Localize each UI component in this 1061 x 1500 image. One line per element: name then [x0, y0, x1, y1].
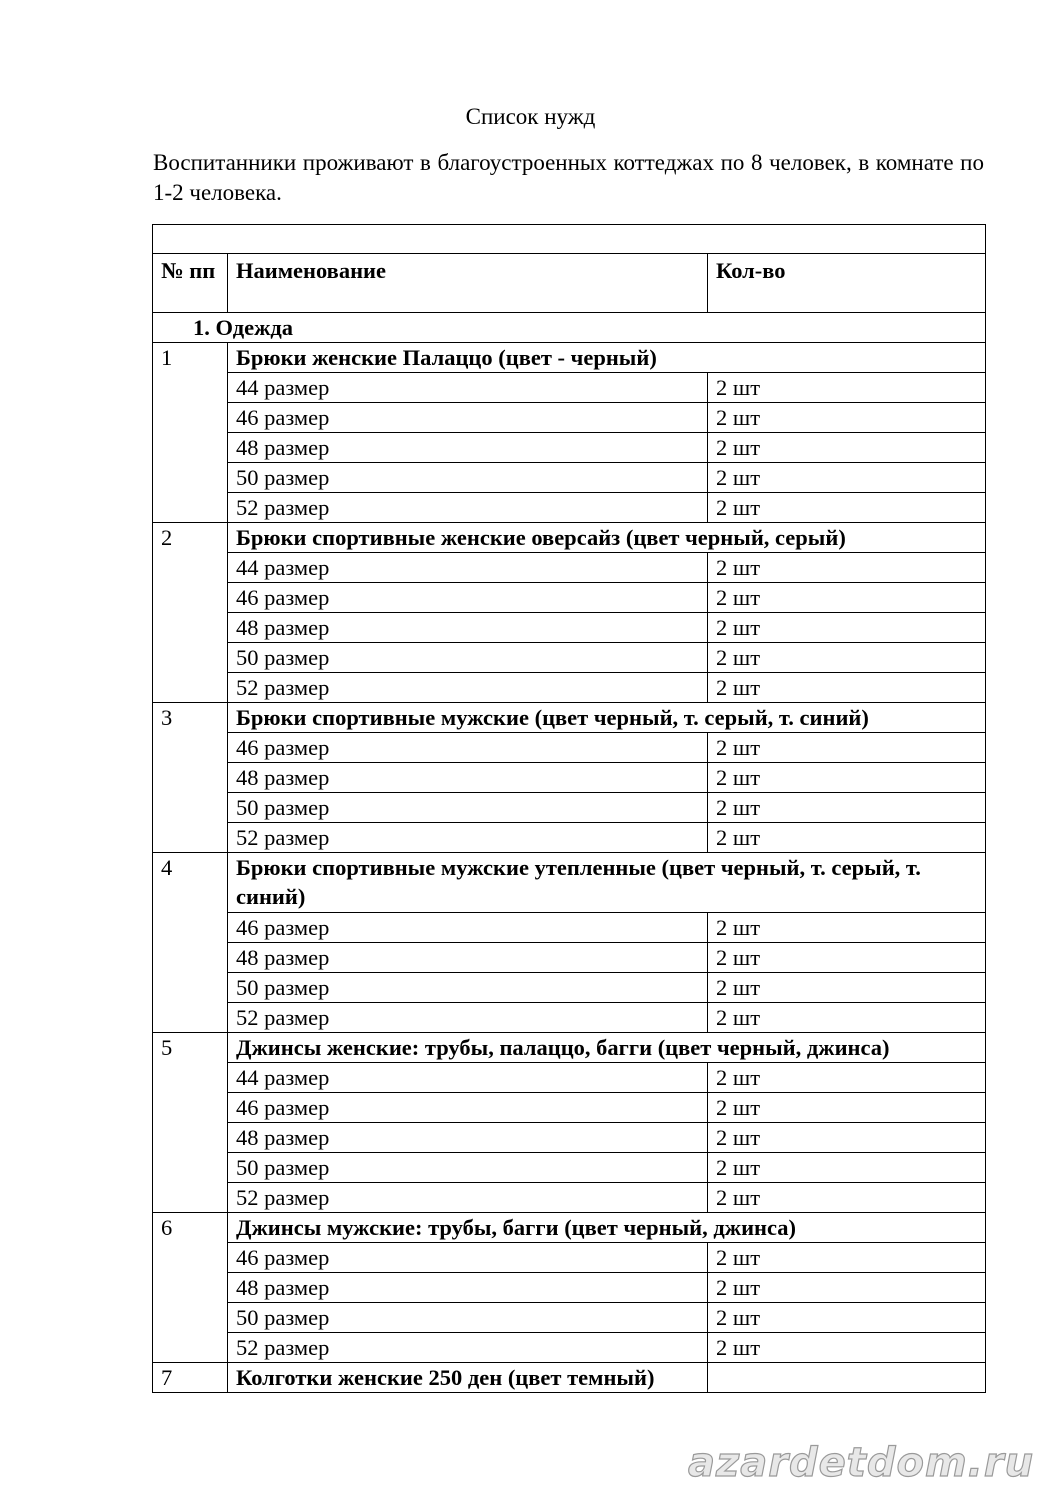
size-qty: 2 шт: [708, 1333, 986, 1363]
size-row: [153, 1243, 986, 1273]
size-row: [153, 1333, 986, 1363]
size-label: 52 размер: [228, 1003, 708, 1033]
size-label: 52 размер: [228, 1333, 708, 1363]
item-qty: [708, 1363, 986, 1393]
size-label: 50 размер: [228, 1153, 708, 1183]
size-row: [153, 373, 986, 403]
size-row: [153, 943, 986, 973]
header-name: Наименование: [228, 254, 708, 313]
size-row: [153, 433, 986, 463]
size-qty: 2 шт: [708, 1303, 986, 1333]
table-header-row: [153, 254, 986, 313]
size-qty: 2 шт: [708, 793, 986, 823]
item-row: [153, 1033, 986, 1063]
size-row: [153, 823, 986, 853]
size-label: 48 размер: [228, 1123, 708, 1153]
size-qty: 2 шт: [708, 763, 986, 793]
size-qty: 2 шт: [708, 1153, 986, 1183]
size-label: 46 размер: [228, 1093, 708, 1123]
item-row: [153, 1363, 986, 1393]
size-label: 46 размер: [228, 733, 708, 763]
item-name: Брюки спортивные мужские (цвет черный, т. серый, т. синий): [228, 703, 986, 733]
size-row: [153, 973, 986, 1003]
size-qty: 2 шт: [708, 1243, 986, 1273]
size-label: 48 размер: [228, 943, 708, 973]
size-qty: 2 шт: [708, 613, 986, 643]
empty-cell: [153, 225, 986, 254]
item-row: [153, 523, 986, 553]
header-qty: Кол-во: [708, 254, 986, 313]
size-label: 50 размер: [228, 643, 708, 673]
size-label: 44 размер: [228, 553, 708, 583]
size-label: 50 размер: [228, 973, 708, 1003]
size-row: [153, 1003, 986, 1033]
size-qty: 2 шт: [708, 643, 986, 673]
item-name: Джинсы мужские: трубы, багги (цвет черный, джинса): [228, 1213, 986, 1243]
size-row: [153, 613, 986, 643]
size-qty: 2 шт: [708, 433, 986, 463]
item-number: 4: [153, 853, 228, 1033]
size-label: 46 размер: [228, 403, 708, 433]
size-label: 52 размер: [228, 1183, 708, 1213]
size-label: 52 размер: [228, 493, 708, 523]
item-name: Брюки спортивные женские оверсайз (цвет черный, серый): [228, 523, 986, 553]
size-label: 44 размер: [228, 373, 708, 403]
size-row: [153, 553, 986, 583]
size-label: 50 размер: [228, 793, 708, 823]
size-row: [153, 1123, 986, 1153]
site-watermark: azardetdom.ru: [688, 1440, 1035, 1486]
size-row: [153, 1183, 986, 1213]
size-row: [153, 733, 986, 763]
size-row: [153, 1303, 986, 1333]
size-label: 52 размер: [228, 673, 708, 703]
size-qty: 2 шт: [708, 823, 986, 853]
size-label: 48 размер: [228, 763, 708, 793]
item-row: [153, 1213, 986, 1243]
document-title: Список нужд: [465, 104, 596, 129]
size-qty: 2 шт: [708, 493, 986, 523]
size-qty: 2 шт: [708, 583, 986, 613]
size-row: [153, 493, 986, 523]
needs-table: [152, 224, 986, 1393]
item-row: [153, 703, 986, 733]
item-number: 3: [153, 703, 228, 853]
size-qty: 2 шт: [708, 943, 986, 973]
intro-paragraph: Воспитанники проживают в благоустроенных коттеджах по 8 человек, в комнате по 1-2 человека.: [153, 150, 984, 205]
size-row: [153, 913, 986, 943]
size-label: 46 размер: [228, 913, 708, 943]
size-label: 52 размер: [228, 823, 708, 853]
item-number: 1: [153, 343, 228, 523]
size-row: [153, 1063, 986, 1093]
section-row: [153, 313, 986, 343]
size-row: [153, 1153, 986, 1183]
size-qty: 2 шт: [708, 1273, 986, 1303]
item-row: [153, 343, 986, 373]
size-row: [153, 763, 986, 793]
size-row: [153, 583, 986, 613]
size-qty: 2 шт: [708, 913, 986, 943]
size-row: [153, 793, 986, 823]
item-name: Брюки спортивные мужские утепленные (цвет черный, т. серый, т. синий): [228, 853, 986, 913]
size-label: 48 размер: [228, 1273, 708, 1303]
size-label: 46 размер: [228, 1243, 708, 1273]
size-qty: 2 шт: [708, 1123, 986, 1153]
size-qty: 2 шт: [708, 733, 986, 763]
size-label: 44 размер: [228, 1063, 708, 1093]
section-label: 1. Одежда: [153, 313, 986, 343]
size-qty: 2 шт: [708, 463, 986, 493]
size-qty: 2 шт: [708, 373, 986, 403]
item-number: 6: [153, 1213, 228, 1363]
size-qty: 2 шт: [708, 973, 986, 1003]
size-label: 48 размер: [228, 433, 708, 463]
item-number: 5: [153, 1033, 228, 1213]
item-name: Колготки женские 250 ден (цвет темный): [228, 1363, 708, 1393]
item-number: 7: [153, 1363, 228, 1393]
size-qty: 2 шт: [708, 673, 986, 703]
size-qty: 2 шт: [708, 403, 986, 433]
header-number: № пп: [153, 254, 228, 313]
size-label: 50 размер: [228, 463, 708, 493]
size-qty: 2 шт: [708, 1093, 986, 1123]
size-label: 46 размер: [228, 583, 708, 613]
size-row: [153, 463, 986, 493]
size-row: [153, 1273, 986, 1303]
size-row: [153, 1093, 986, 1123]
item-name: Джинсы женские: трубы, палаццо, багги (цвет черный, джинса): [228, 1033, 986, 1063]
size-label: 48 размер: [228, 613, 708, 643]
table-empty-row: [153, 225, 986, 254]
item-name: Брюки женские Палаццо (цвет - черный): [228, 343, 986, 373]
size-row: [153, 673, 986, 703]
item-row: [153, 853, 986, 913]
size-qty: 2 шт: [708, 1183, 986, 1213]
size-label: 50 размер: [228, 1303, 708, 1333]
size-qty: 2 шт: [708, 553, 986, 583]
size-qty: 2 шт: [708, 1003, 986, 1033]
item-number: 2: [153, 523, 228, 703]
size-qty: 2 шт: [708, 1063, 986, 1093]
size-row: [153, 643, 986, 673]
size-row: [153, 403, 986, 433]
